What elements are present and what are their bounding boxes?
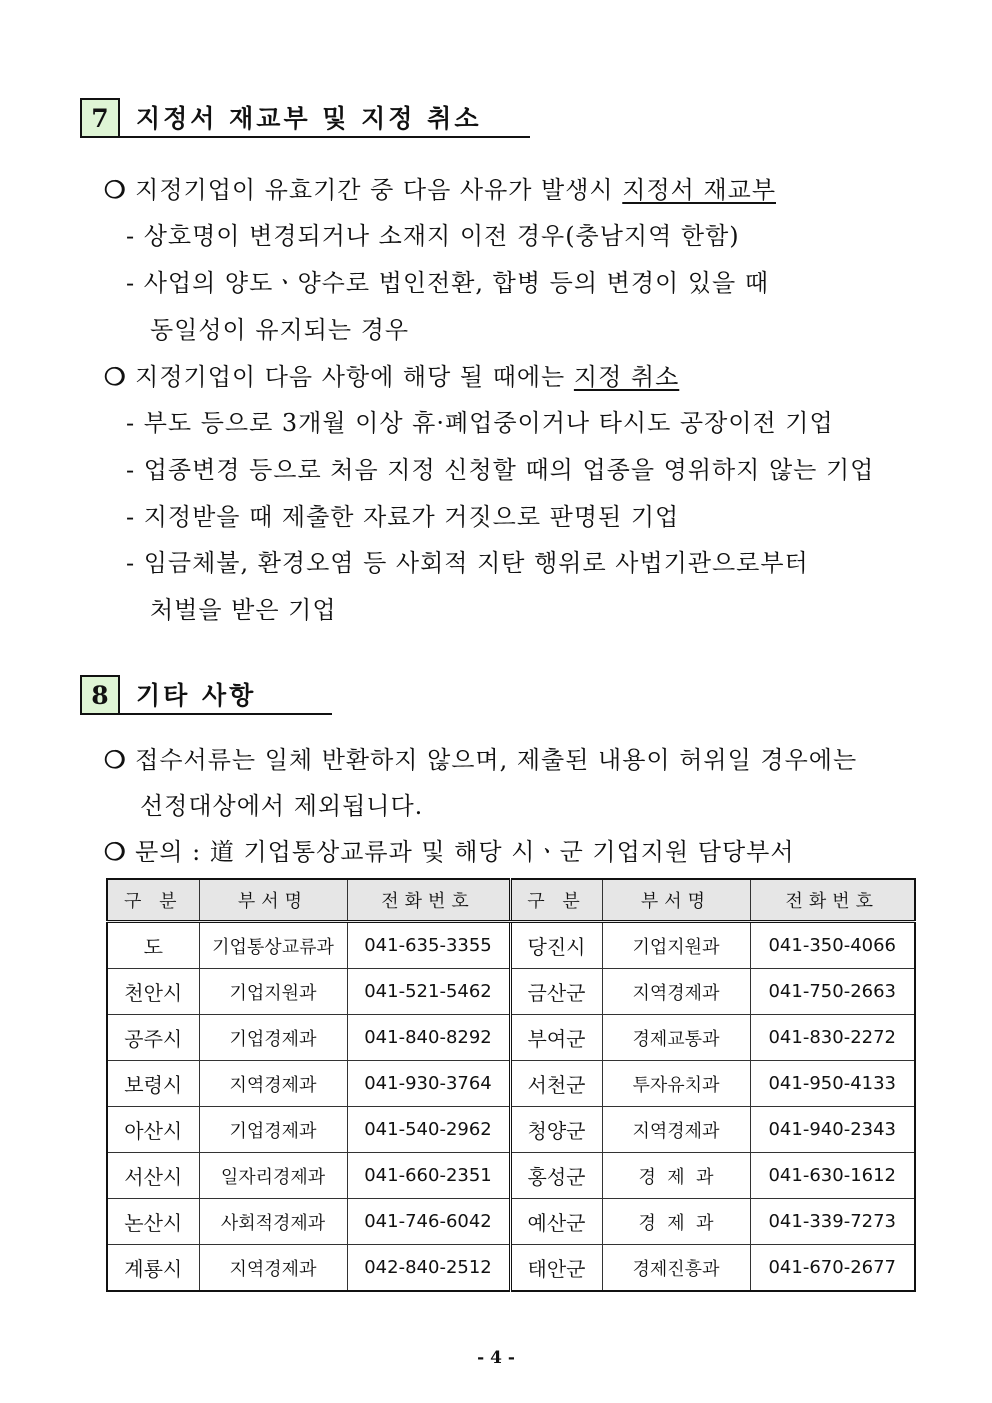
- department-cell: 지역경제과: [199, 1245, 347, 1292]
- phone-cell: 041-630-1612: [750, 1153, 915, 1199]
- cancel-text: 지정기업이 다음 사항에 해당 될 때에는: [135, 363, 566, 391]
- phone-cell: 041-660-2351: [347, 1153, 510, 1199]
- cancel-statement: [104, 357, 679, 392]
- region-cell: 서천군: [510, 1061, 602, 1107]
- region-cell: 천안시: [107, 969, 199, 1015]
- region-cell: 아산시: [107, 1107, 199, 1153]
- phone-cell: 041-930-3764: [347, 1061, 510, 1107]
- cancel-item-2: - 업종변경 등으로 처음 지정 신청할 때의 업종을 영위하지 않는 기업: [126, 456, 875, 484]
- phone-cell: 041-830-2272: [750, 1015, 915, 1061]
- reissue-item-2-cont: 동일성이 유지되는 경우: [150, 316, 410, 344]
- phone-cell: 041-350-4066: [750, 922, 915, 969]
- department-cell: 지역경제과: [199, 1061, 347, 1107]
- reissue-item-1: - 상호명이 변경되거나 소재지 이전 경우(충남지역 한함): [126, 222, 740, 250]
- reissue-item-2: - 사업의 양도ㆍ양수로 법인전환, 합병 등의 변경이 있을 때: [126, 269, 769, 297]
- region-cell: 도: [107, 922, 199, 969]
- phone-cell: 041-635-3355: [347, 922, 510, 969]
- cancel-item-1: - 부도 등으로 3개월 이상 휴·폐업중이거나 타시도 공장이전 기업: [126, 409, 834, 437]
- region-cell: 홍성군: [510, 1153, 602, 1199]
- region-cell: 예산군: [510, 1199, 602, 1245]
- table-row: [107, 969, 915, 1015]
- region-cell: 부여군: [510, 1015, 602, 1061]
- bullet-icon: ❍: [104, 175, 127, 204]
- contacts-table: [106, 878, 916, 1292]
- section-7-number: 7: [80, 98, 120, 138]
- note-1-cont: 선정대상에서 제외됩니다.: [140, 792, 424, 820]
- department-cell: 지역경제과: [602, 969, 750, 1015]
- table-header-row: [107, 879, 915, 922]
- cancel-emphasis: 지정 취소: [573, 363, 680, 391]
- reissue-statement: [104, 170, 776, 205]
- region-cell: 당진시: [510, 922, 602, 969]
- header-department: 부서명: [199, 879, 347, 922]
- section-7-header: [80, 98, 530, 138]
- bullet-icon: ❍: [104, 837, 127, 866]
- region-cell: 논산시: [107, 1199, 199, 1245]
- department-cell: 사회적경제과: [199, 1199, 347, 1245]
- department-cell: 기업통상교류과: [199, 922, 347, 969]
- department-cell: 지역경제과: [602, 1107, 750, 1153]
- region-cell: 보령시: [107, 1061, 199, 1107]
- department-cell: 일자리경제과: [199, 1153, 347, 1199]
- section-8-number: 8: [80, 675, 120, 715]
- region-cell: 금산군: [510, 969, 602, 1015]
- section-8-header: [80, 675, 332, 715]
- department-cell: 기업경제과: [199, 1107, 347, 1153]
- phone-cell: 042-840-2512: [347, 1245, 510, 1292]
- phone-cell: 041-521-5462: [347, 969, 510, 1015]
- phone-cell: 041-750-2663: [750, 969, 915, 1015]
- department-cell: 경 제 과: [602, 1153, 750, 1199]
- department-cell: 경제진흥과: [602, 1245, 750, 1292]
- region-cell: 태안군: [510, 1245, 602, 1292]
- department-cell: 기업경제과: [199, 1015, 347, 1061]
- bullet-icon: ❍: [104, 362, 127, 391]
- region-cell: 계룡시: [107, 1245, 199, 1292]
- phone-cell: 041-540-2962: [347, 1107, 510, 1153]
- phone-cell: 041-950-4133: [750, 1061, 915, 1107]
- table-row: [107, 922, 915, 969]
- cancel-item-4: - 임금체불, 환경오염 등 사회적 지탄 행위로 사법기관으로부터: [126, 549, 809, 577]
- region-cell: 청양군: [510, 1107, 602, 1153]
- region-cell: 서산시: [107, 1153, 199, 1199]
- phone-cell: 041-670-2677: [750, 1245, 915, 1292]
- department-cell: 기업지원과: [199, 969, 347, 1015]
- phone-cell: 041-339-7273: [750, 1199, 915, 1245]
- phone-cell: 041-746-6042: [347, 1199, 510, 1245]
- table-row: [107, 1015, 915, 1061]
- cancel-item-4-cont: 처벌을 받은 기업: [150, 596, 337, 624]
- section-8-title: 기타 사항: [136, 681, 257, 710]
- table-row: [107, 1245, 915, 1292]
- header-region: 구 분: [510, 879, 602, 922]
- department-cell: 기업지원과: [602, 922, 750, 969]
- header-region: 구 분: [107, 879, 199, 922]
- reissue-emphasis: 지정서 재교부: [622, 176, 776, 204]
- header-department: 부서명: [602, 879, 750, 922]
- table-row: [107, 1107, 915, 1153]
- region-cell: 공주시: [107, 1015, 199, 1061]
- header-phone: 전화번호: [347, 879, 510, 922]
- table-row: [107, 1199, 915, 1245]
- table-row: [107, 1153, 915, 1199]
- note-2-text: 문의 : 道 기업통상교류과 및 해당 시ㆍ군 기업지원 담당부서: [135, 838, 795, 866]
- department-cell: 투자유치과: [602, 1061, 750, 1107]
- phone-cell: 041-840-8292: [347, 1015, 510, 1061]
- bullet-icon: ❍: [104, 745, 127, 774]
- note-2: [104, 832, 795, 867]
- note-1: [104, 740, 857, 775]
- page-number: - 4 -: [477, 1348, 515, 1368]
- phone-cell: 041-940-2343: [750, 1107, 915, 1153]
- reissue-text: 지정기업이 유효기간 중 다음 사유가 발생시: [135, 176, 614, 204]
- department-cell: 경 제 과: [602, 1199, 750, 1245]
- header-phone: 전화번호: [750, 879, 915, 922]
- table-row: [107, 1061, 915, 1107]
- cancel-item-3: - 지정받을 때 제출한 자료가 거짓으로 판명된 기업: [126, 503, 680, 531]
- note-1-text: 접수서류는 일체 반환하지 않으며, 제출된 내용이 허위일 경우에는: [135, 746, 858, 774]
- section-7-title: 지정서 재교부 및 지정 취소: [136, 104, 482, 133]
- department-cell: 경제교통과: [602, 1015, 750, 1061]
